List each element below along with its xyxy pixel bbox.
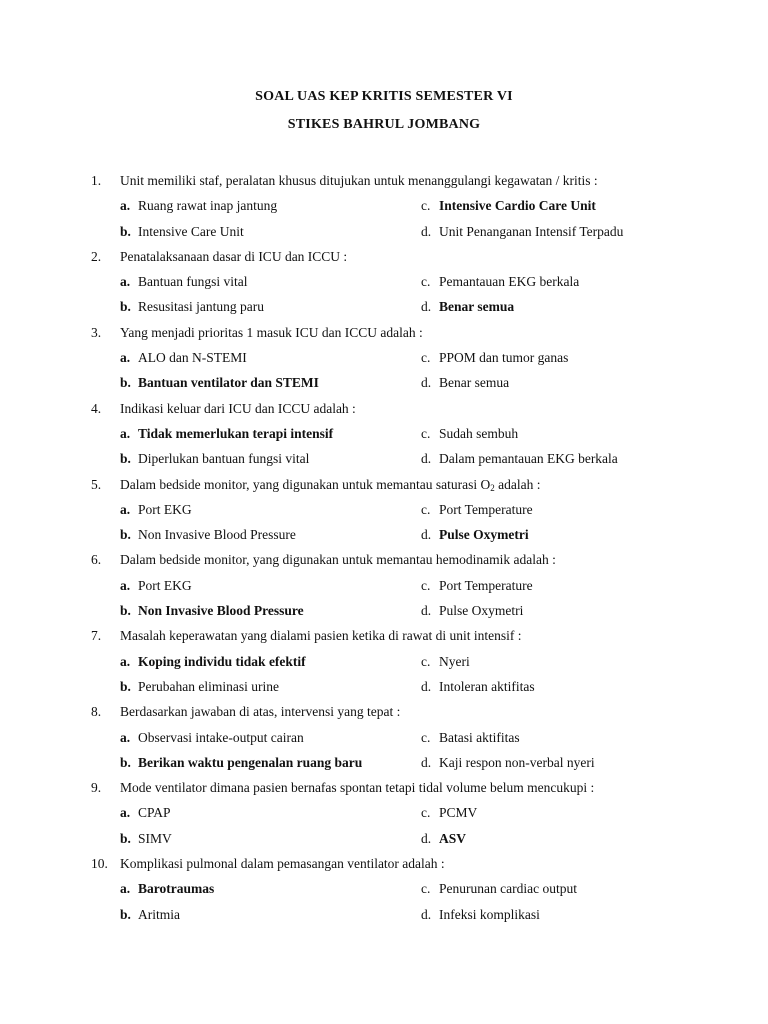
question-stem (120, 472, 540, 497)
option-text: PCMV (439, 805, 478, 821)
option-text: Pemantauan EKG berkala (439, 274, 580, 290)
option-letter: b. (120, 830, 131, 846)
question-stem-text: Dalam bedside monitor, yang digunakan untuk memantau hemodinamik adalah : (120, 552, 556, 568)
answer-option (421, 421, 518, 446)
option-text: Non Invasive Blood Pressure (138, 527, 296, 543)
answer-option (421, 370, 509, 395)
question-item (0, 244, 768, 320)
option-letter: d. (421, 375, 432, 391)
option-letter: d. (421, 906, 432, 922)
question-stem (120, 699, 400, 724)
question-stem-line (0, 320, 768, 345)
option-letter: c. (421, 501, 431, 517)
option-row (0, 193, 768, 218)
answer-option (120, 522, 296, 547)
document-subtitle: STIKES BAHRUL JOMBANG (287, 117, 481, 132)
question-number: 2. (91, 248, 102, 264)
question-stem (120, 851, 445, 876)
option-row (0, 649, 768, 674)
document-title: SOAL UAS KEP KRITIS SEMESTER VI (255, 89, 513, 104)
option-text: ALO dan N-STEMI (138, 350, 247, 366)
answer-option (421, 750, 595, 775)
option-text: Batasi aktifitas (439, 729, 520, 745)
question-stem-text: Unit memiliki staf, peralatan khusus ditujukan untuk menanggulangi kegawatan / kritis : (120, 173, 598, 188)
option-letter: c. (421, 577, 431, 593)
option-text: CPAP (138, 805, 171, 821)
option-text: Intensive Care Unit (138, 223, 244, 239)
option-row (0, 598, 768, 623)
option-text-correct: Benar semua (439, 299, 515, 315)
option-row (0, 876, 768, 901)
option-letter: b. (120, 375, 131, 391)
option-text: Unit Penanganan Intensif Terpadu (439, 223, 624, 239)
question-stem-line (0, 396, 768, 421)
option-letter: d. (421, 603, 432, 619)
answer-option (120, 269, 247, 294)
answer-option (421, 446, 618, 471)
option-text: Dalam pemantauan EKG berkala (439, 451, 618, 467)
question-stem-text: Dalam bedside monitor, yang digunakan untuk memantau saturasi O (120, 476, 491, 492)
option-letter: d. (421, 299, 432, 315)
answer-option (120, 598, 304, 623)
option-letter: b. (120, 223, 131, 239)
answer-option (421, 800, 477, 825)
question-stem (120, 623, 522, 648)
question-stem-text: Masalah keperawatan yang dialami pasien ketika di rawat di unit intensif : (120, 628, 522, 644)
question-stem-line (0, 851, 768, 876)
answer-option (120, 573, 192, 598)
question-stem (120, 396, 356, 421)
option-text: Infeksi komplikasi (439, 906, 540, 922)
question-number: 3. (91, 324, 102, 340)
question-number: 10. (91, 856, 108, 872)
option-letter: a. (120, 501, 131, 517)
option-text: Intoleran aktifitas (439, 678, 535, 694)
answer-option (120, 446, 309, 471)
option-letter: c. (421, 805, 431, 821)
option-text-correct: Berikan waktu pengenalan ruang baru (138, 754, 363, 770)
question-stem (120, 547, 556, 572)
answer-option (120, 421, 333, 446)
option-letter: c. (421, 274, 431, 290)
question-number: 7. (91, 628, 102, 644)
option-text: Kaji respon non-verbal nyeri (439, 754, 595, 770)
answer-option (421, 219, 623, 244)
option-text: Port Temperature (439, 577, 533, 593)
option-letter: b. (120, 754, 131, 770)
question-number: 1. (91, 173, 102, 188)
answer-option (421, 269, 579, 294)
question-item (0, 320, 768, 396)
answer-option (120, 219, 244, 244)
option-letter: b. (120, 906, 131, 922)
answer-option (421, 522, 529, 547)
option-text: Resusitasi jantung paru (138, 299, 264, 315)
option-letter: c. (421, 729, 431, 745)
answer-option (120, 370, 319, 395)
answer-option (421, 649, 470, 674)
answer-option (120, 750, 362, 775)
option-row (0, 269, 768, 294)
option-row (0, 674, 768, 699)
answer-option (421, 193, 596, 218)
option-letter: a. (120, 805, 131, 821)
answer-option (120, 902, 180, 927)
answer-option (421, 826, 466, 851)
question-stem-line (0, 472, 768, 497)
option-text: Port EKG (138, 577, 192, 593)
option-letter: c. (421, 653, 431, 669)
option-text: Sudah sembuh (439, 425, 519, 441)
option-letter: a. (120, 881, 131, 897)
option-row (0, 294, 768, 319)
answer-option (120, 294, 264, 319)
answer-option (421, 345, 568, 370)
option-letter: d. (421, 754, 432, 770)
option-text: Pulse Oxymetri (439, 603, 524, 619)
answer-option (421, 598, 523, 623)
option-letter: a. (120, 729, 131, 745)
question-stem-line (0, 623, 768, 648)
option-row (0, 750, 768, 775)
option-text: Observasi intake-output cairan (138, 729, 304, 745)
option-text: Bantuan fungsi vital (138, 274, 248, 290)
question-item (0, 623, 768, 699)
option-row (0, 725, 768, 750)
option-row (0, 446, 768, 471)
option-letter: c. (421, 350, 431, 366)
option-letter: a. (120, 653, 131, 669)
question-stem-line (0, 775, 768, 800)
option-letter: a. (120, 198, 131, 214)
option-row (0, 370, 768, 395)
option-text: Benar semua (439, 375, 510, 391)
option-text: Perubahan eliminasi urine (138, 678, 279, 694)
answer-option (421, 497, 533, 522)
question-stem (120, 168, 598, 193)
question-item (0, 851, 768, 927)
question-item (0, 547, 768, 623)
question-stem-line (0, 547, 768, 572)
question-stem-text: Yang menjadi prioritas 1 masuk ICU dan ICCU adalah : (120, 324, 423, 340)
question-number: 9. (91, 780, 102, 796)
answer-option (421, 725, 520, 750)
question-item (0, 699, 768, 775)
option-letter: c. (421, 198, 431, 214)
answer-option (120, 649, 306, 674)
option-letter: b. (120, 527, 131, 543)
question-stem (120, 244, 347, 269)
option-letter: c. (421, 881, 431, 897)
question-item (0, 168, 768, 244)
option-row (0, 421, 768, 446)
option-text: Aritmia (138, 906, 180, 922)
option-text: Ruang rawat inap jantung (138, 198, 278, 214)
option-text-correct: Pulse Oxymetri (439, 527, 529, 543)
answer-option (120, 826, 172, 851)
option-text-correct: Koping individu tidak efektif (138, 653, 306, 669)
question-item (0, 775, 768, 851)
question-number: 5. (91, 476, 102, 492)
option-row (0, 573, 768, 598)
answer-option (120, 674, 279, 699)
option-letter: b. (120, 603, 131, 619)
option-letter: d. (421, 451, 432, 467)
question-stem-text: Indikasi keluar dari ICU dan ICCU adalah : (120, 400, 356, 416)
option-row (0, 902, 768, 927)
question-list (0, 168, 768, 927)
option-text-correct: Intensive Cardio Care Unit (439, 198, 596, 214)
answer-option (421, 573, 533, 598)
question-stem-line (0, 168, 768, 193)
option-row (0, 345, 768, 370)
answer-option (120, 800, 171, 825)
option-letter: b. (120, 678, 131, 694)
option-letter: a. (120, 350, 131, 366)
answer-option (421, 294, 514, 319)
question-number: 6. (91, 552, 102, 568)
option-letter: b. (120, 299, 131, 315)
option-letter: d. (421, 223, 432, 239)
option-letter: a. (120, 425, 131, 441)
option-text: PPOM dan tumor ganas (439, 350, 569, 366)
option-text-correct: Barotraumas (138, 881, 215, 897)
option-text: Port Temperature (439, 501, 533, 517)
option-letter: a. (120, 577, 131, 593)
answer-option (421, 902, 540, 927)
option-text: Penurunan cardiac output (439, 881, 577, 897)
question-stem (120, 775, 594, 800)
answer-option (120, 876, 214, 901)
question-number: 4. (91, 400, 102, 416)
option-text: Diperlukan bantuan fungsi vital (138, 451, 310, 467)
option-row (0, 497, 768, 522)
answer-option (421, 876, 577, 901)
option-text-correct: Tidak memerlukan terapi intensif (138, 425, 334, 441)
question-stem (120, 320, 423, 345)
question-stem-text: Berdasarkan jawaban di atas, intervensi yang tepat : (120, 704, 401, 720)
option-text-correct: Non Invasive Blood Pressure (138, 603, 304, 619)
option-letter: d. (421, 527, 432, 543)
option-text-correct: ASV (439, 830, 467, 846)
option-row (0, 219, 768, 244)
answer-option (421, 674, 535, 699)
option-text: Nyeri (439, 653, 470, 669)
question-number: 8. (91, 704, 102, 720)
question-stem-text: Mode ventilator dimana pasien bernafas spontan tetapi tidal volume belum mencukupi : (120, 780, 595, 796)
question-stem-tail: adalah : (494, 476, 541, 492)
answer-option (120, 497, 192, 522)
answer-option (120, 345, 247, 370)
question-stem-subscript: 2 (490, 482, 495, 493)
option-row (0, 522, 768, 547)
option-text-correct: Bantuan ventilator dan STEMI (138, 375, 319, 391)
question-item (0, 472, 768, 548)
question-item (0, 396, 768, 472)
option-letter: d. (421, 830, 432, 846)
question-stem-line (0, 244, 768, 269)
option-letter: b. (120, 451, 131, 467)
option-text: SIMV (138, 830, 172, 846)
answer-option (120, 193, 277, 218)
question-stem-line (0, 699, 768, 724)
option-row (0, 800, 768, 825)
question-stem-text: Penatalaksanaan dasar di ICU dan ICCU : (120, 248, 348, 264)
question-stem-text: Komplikasi pulmonal dalam pemasangan ventilator adalah : (120, 856, 445, 872)
answer-option (120, 725, 304, 750)
option-letter: d. (421, 678, 432, 694)
option-letter: a. (120, 274, 131, 290)
option-letter: c. (421, 425, 431, 441)
option-text: Port EKG (138, 501, 192, 517)
option-row (0, 826, 768, 851)
